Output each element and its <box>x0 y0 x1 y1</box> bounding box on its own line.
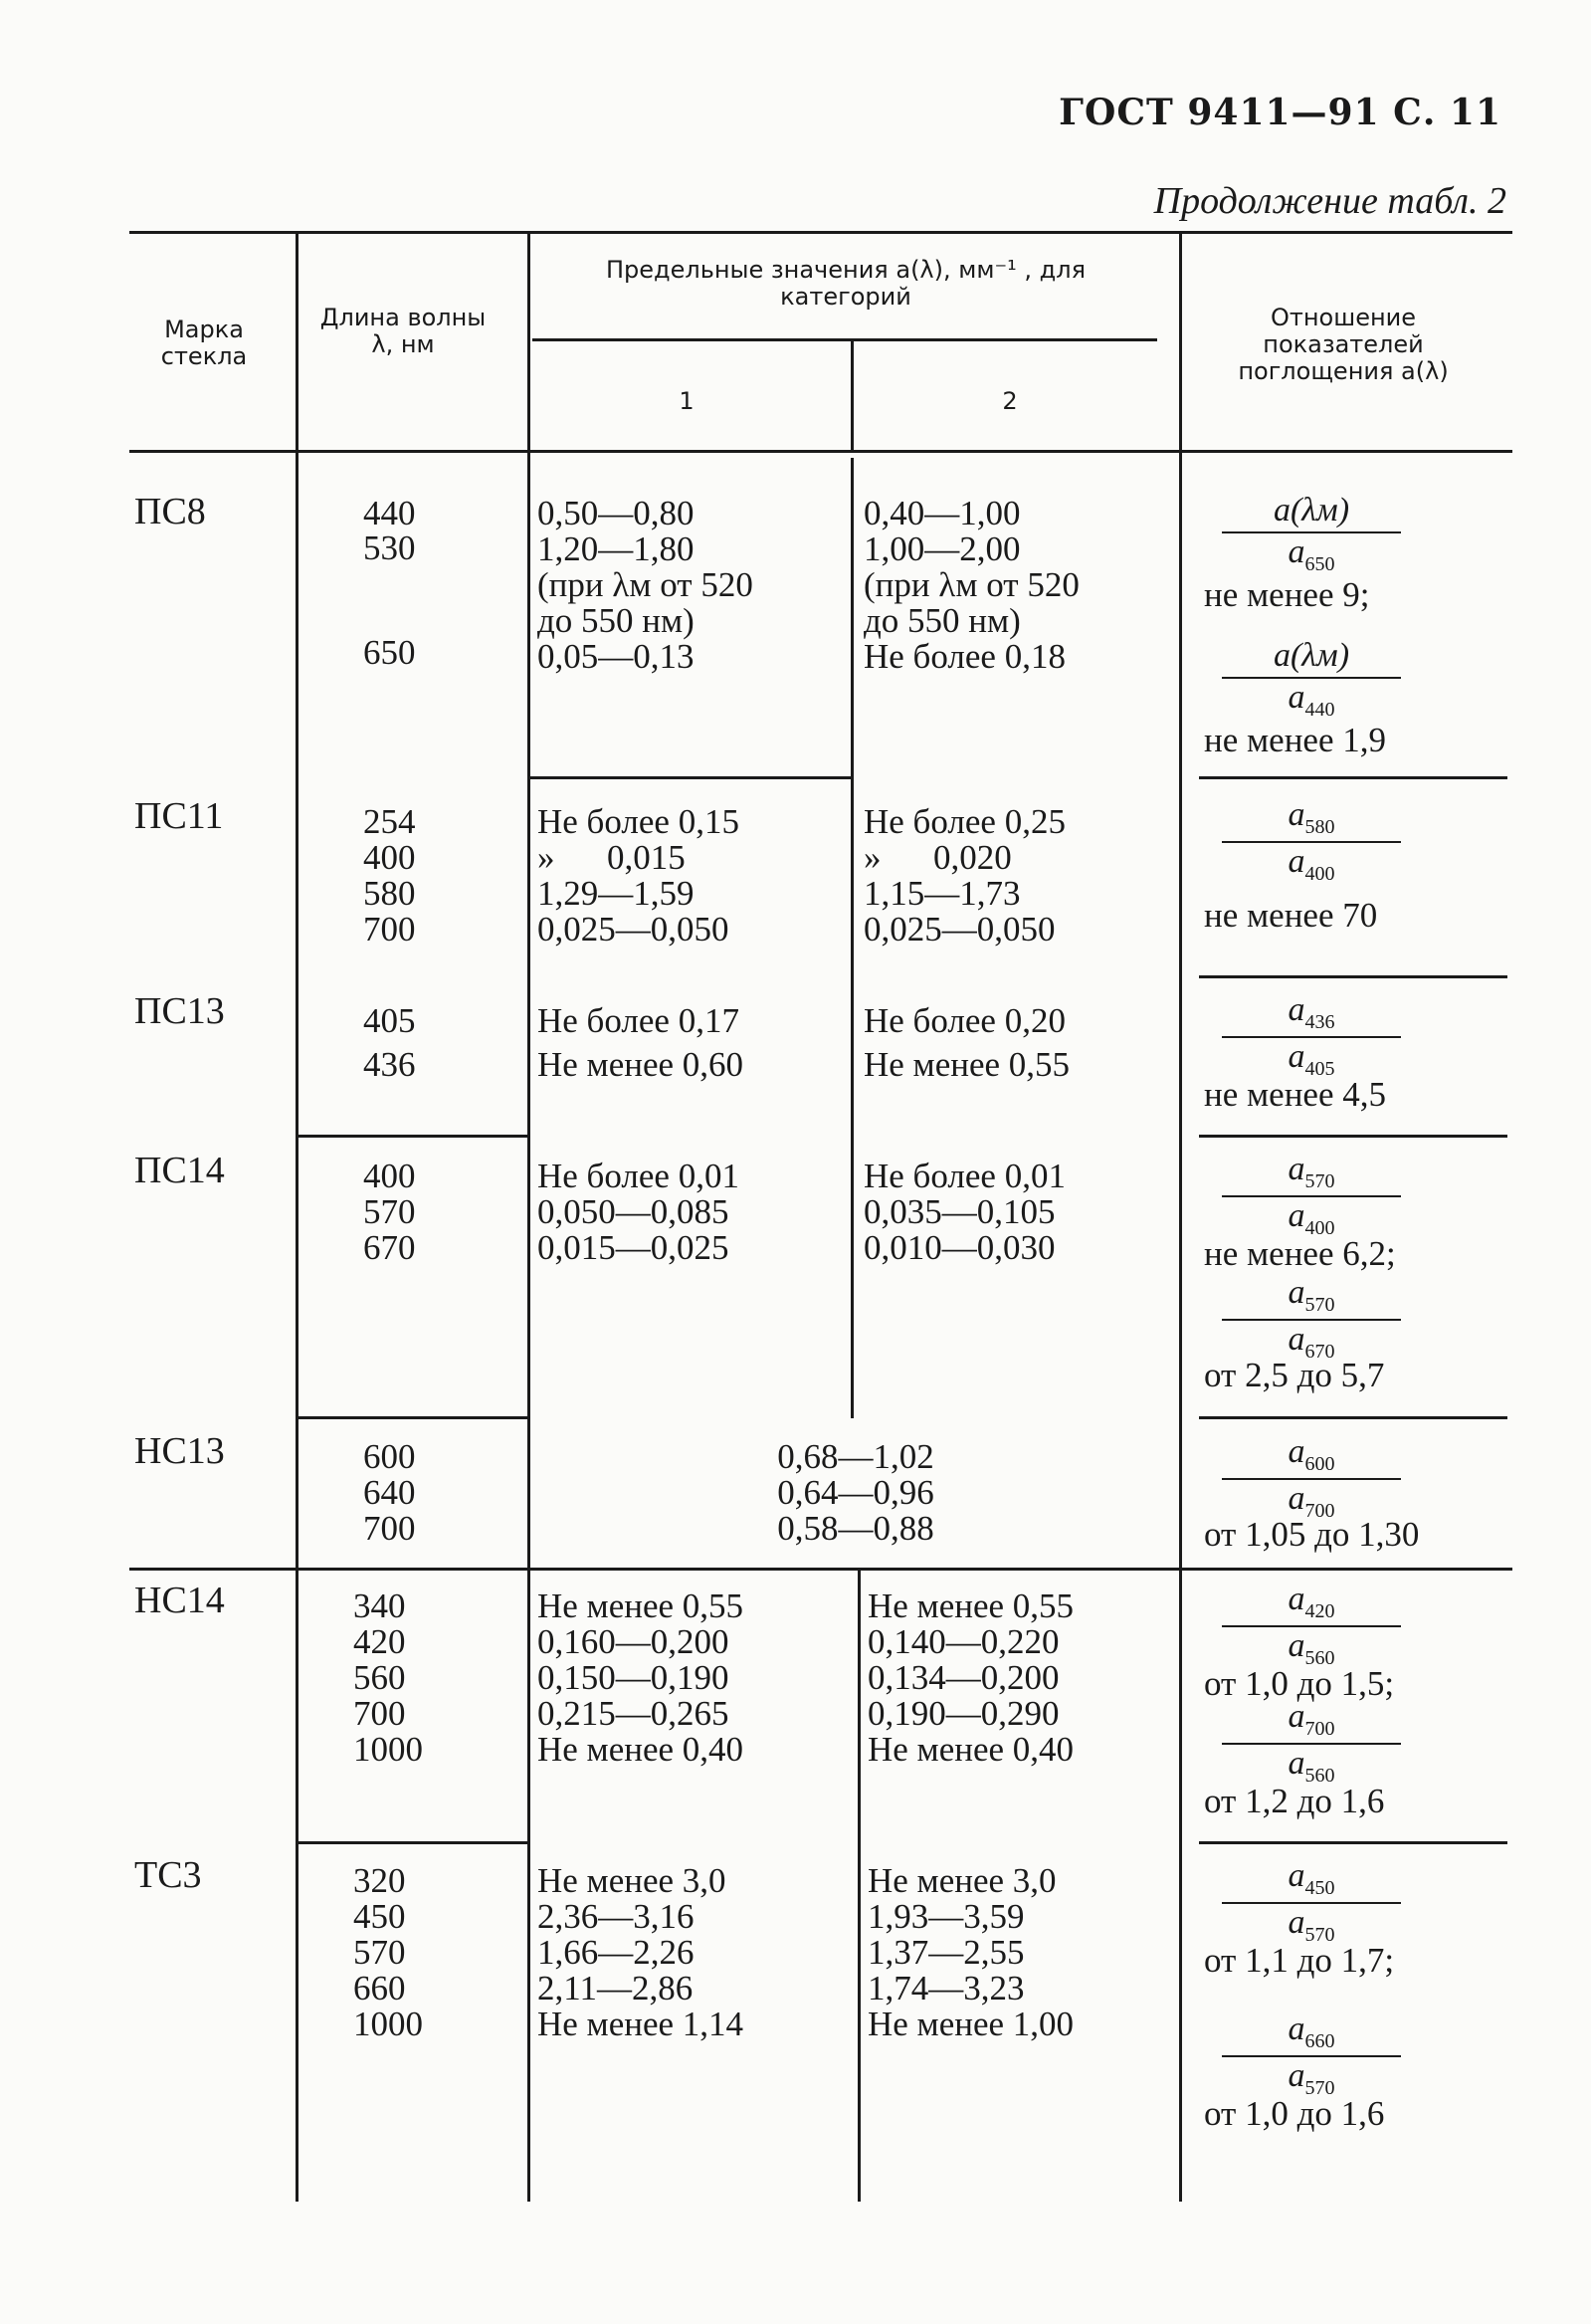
ratio-note: от 1,2 до 1,6 <box>1204 1782 1385 1820</box>
ratio-denominator: $a_{440}$ <box>1288 679 1335 721</box>
ratio-denominator: $a_{650}$ <box>1288 533 1335 575</box>
divider-wavelength <box>527 231 530 2202</box>
row-rule <box>298 1416 527 1419</box>
ratio-note: от 1,05 до 1,30 <box>1204 1515 1420 1554</box>
row-cat1: Не менее 0,55 0,160—0,200 0,150—0,190 0,215—0,265 Не менее 0,40 <box>537 1586 744 1769</box>
row-rule <box>298 1135 527 1138</box>
ratio-denominator: $a_{700}$ <box>1288 1479 1335 1522</box>
row-mark: ПС13 <box>134 990 225 1032</box>
ratio-denominator: $a_{405}$ <box>1288 1037 1335 1080</box>
ratio-fraction <box>1222 637 1401 722</box>
header-col-ratio: Отношение показателей поглощения a(λ) <box>1238 304 1449 385</box>
row-cat2: Не более 0,01 0,035—0,105 0,010—0,030 <box>864 1157 1066 1267</box>
ratio-numerator: $a_{700}$ <box>1222 1698 1401 1745</box>
row-mark: ПС14 <box>134 1150 225 1191</box>
ratio-fraction <box>1222 492 1401 576</box>
row-rule <box>1199 1416 1507 1419</box>
ratio-note: от 2,5 до 5,7 <box>1204 1356 1385 1394</box>
row-cat2: Не более 0,25 » 0,020 1,15—1,73 0,025—0,050 <box>864 802 1066 949</box>
divider-cat-header <box>851 340 854 450</box>
ratio-numerator: a(λм) <box>1222 492 1401 533</box>
ratio-denominator: $a_{670}$ <box>1288 1320 1335 1363</box>
ratio-numerator: a(λм) <box>1222 637 1401 679</box>
row-rule <box>1199 975 1507 978</box>
row-wavelengths: 254 400 580 700 <box>363 802 416 949</box>
ratio-note: не менее 4,5 <box>1204 1075 1386 1114</box>
ratio-fraction <box>1222 1274 1401 1364</box>
row-cat1: Не более 0,17 Не менее 0,60 <box>537 1001 744 1084</box>
divider-cat <box>851 458 854 1418</box>
ratio-fraction <box>1222 991 1401 1081</box>
divider-ratio <box>1179 231 1182 2202</box>
ratio-denominator: $a_{560}$ <box>1288 1626 1335 1669</box>
ratio-note: не менее 1,9 <box>1204 721 1386 759</box>
row-cat1: Не более 0,01 0,050—0,085 0,015—0,025 <box>537 1157 739 1267</box>
table-top-rule <box>129 231 1512 234</box>
ratio-note: от 1,1 до 1,7; <box>1204 1941 1395 1980</box>
ratio-fraction <box>1222 1433 1401 1523</box>
header-col-limits <box>557 257 1134 311</box>
limits-subheader-rule <box>532 338 1157 341</box>
row-mark: НС13 <box>134 1430 225 1472</box>
ratio-fraction <box>1222 1698 1401 1788</box>
ratio-note: не менее 6,2; <box>1204 1234 1396 1273</box>
ratio-fraction <box>1222 2010 1401 2100</box>
ratio-denominator: $a_{570}$ <box>1288 2056 1335 2099</box>
ratio-denominator: $a_{400}$ <box>1288 842 1335 885</box>
row-rule <box>1199 1841 1507 1844</box>
row-rule <box>1199 1135 1507 1138</box>
row-wavelengths: 405 436 <box>363 1001 416 1084</box>
header-col-cat1: 1 <box>679 387 695 415</box>
divider-mark <box>296 231 298 2202</box>
row-merged-limits: 0,68—1,02 0,64—0,96 0,58—0,88 <box>777 1437 934 1548</box>
row-rule <box>298 1841 527 1844</box>
row-mark: НС14 <box>134 1580 225 1621</box>
ratio-numerator: $a_{450}$ <box>1222 1857 1401 1904</box>
row-wavelengths: 340 420 560 700 1000 <box>353 1586 423 1769</box>
header-bottom-rule <box>129 450 1512 453</box>
row-rule <box>527 776 851 779</box>
header-col-cat2: 2 <box>1002 387 1018 415</box>
ratio-fraction <box>1222 1151 1401 1240</box>
ratio-fraction <box>1222 796 1401 886</box>
row-cat1: Не более 0,15 » 0,015 1,29—1,59 0,025—0,050 <box>537 802 739 949</box>
ratio-denominator: $a_{400}$ <box>1288 1196 1335 1239</box>
ratio-numerator: $a_{570}$ <box>1222 1151 1401 1197</box>
row-rule <box>129 1568 1512 1571</box>
row-mark: ПС11 <box>134 795 224 837</box>
header-col-wavelength: Длина волны λ, нм <box>319 304 487 358</box>
row-rule <box>1199 776 1507 779</box>
ratio-note: не менее 70 <box>1204 896 1378 935</box>
ratio-fraction <box>1222 1857 1401 1947</box>
ratio-fraction <box>1222 1581 1401 1670</box>
row-cat2: Не менее 0,55 0,140—0,220 0,134—0,200 0,190—0,290 Не менее 0,40 <box>868 1586 1075 1769</box>
ratio-numerator: $a_{420}$ <box>1222 1581 1401 1627</box>
row-mark: ПС8 <box>134 491 206 532</box>
ratio-numerator: $a_{580}$ <box>1222 796 1401 843</box>
ratio-numerator: $a_{660}$ <box>1222 2010 1401 2057</box>
ratio-denominator: $a_{570}$ <box>1288 1903 1335 1946</box>
row-cat2: 0,40—1,00 1,00—2,00 (при λм от 520 до 550 нм) Не более 0,18 <box>864 494 1080 676</box>
divider-cat-2 <box>858 1568 861 2202</box>
header-col-mark: Марка стекла <box>160 316 248 370</box>
row-cat2: Не более 0,20 Не менее 0,55 <box>864 1001 1071 1084</box>
row-wavelengths: 600 640 700 <box>363 1437 416 1548</box>
row-cat1: 0,50—0,80 1,20—1,80 (при λм от 520 до 550 нм) 0,05—0,13 <box>537 494 753 676</box>
page-header: ГОСТ 9411—91 С. 11 <box>1059 92 1501 133</box>
ratio-denominator: $a_{560}$ <box>1288 1744 1335 1787</box>
row-wavelengths: 400 570 670 <box>363 1157 416 1267</box>
limits-header-text: Предельные значения a(λ), мм⁻¹ , для категорий <box>605 256 1087 311</box>
ratio-numerator: $a_{570}$ <box>1222 1274 1401 1321</box>
ratio-note: от 1,0 до 1,5; <box>1204 1664 1395 1703</box>
ratio-note: не менее 9; <box>1204 575 1370 614</box>
ratio-numerator: $a_{600}$ <box>1222 1433 1401 1480</box>
row-wavelengths: 320 450 570 660 1000 <box>353 1861 423 2043</box>
row-mark: ТС3 <box>134 1854 202 1896</box>
continuation-label: Продолжение табл. 2 <box>1153 180 1506 222</box>
row-cat2: Не менее 3,0 1,93—3,59 1,37—2,55 1,74—3,23 Не менее 1,00 <box>868 1861 1075 2043</box>
ratio-note: от 1,0 до 1,6 <box>1204 2094 1385 2133</box>
row-wavelengths: 440 530 650 <box>363 494 416 672</box>
ratio-numerator: $a_{436}$ <box>1222 991 1401 1038</box>
row-cat1: Не менее 3,0 2,36—3,16 1,66—2,26 2,11—2,86 Не менее 1,14 <box>537 1861 744 2043</box>
